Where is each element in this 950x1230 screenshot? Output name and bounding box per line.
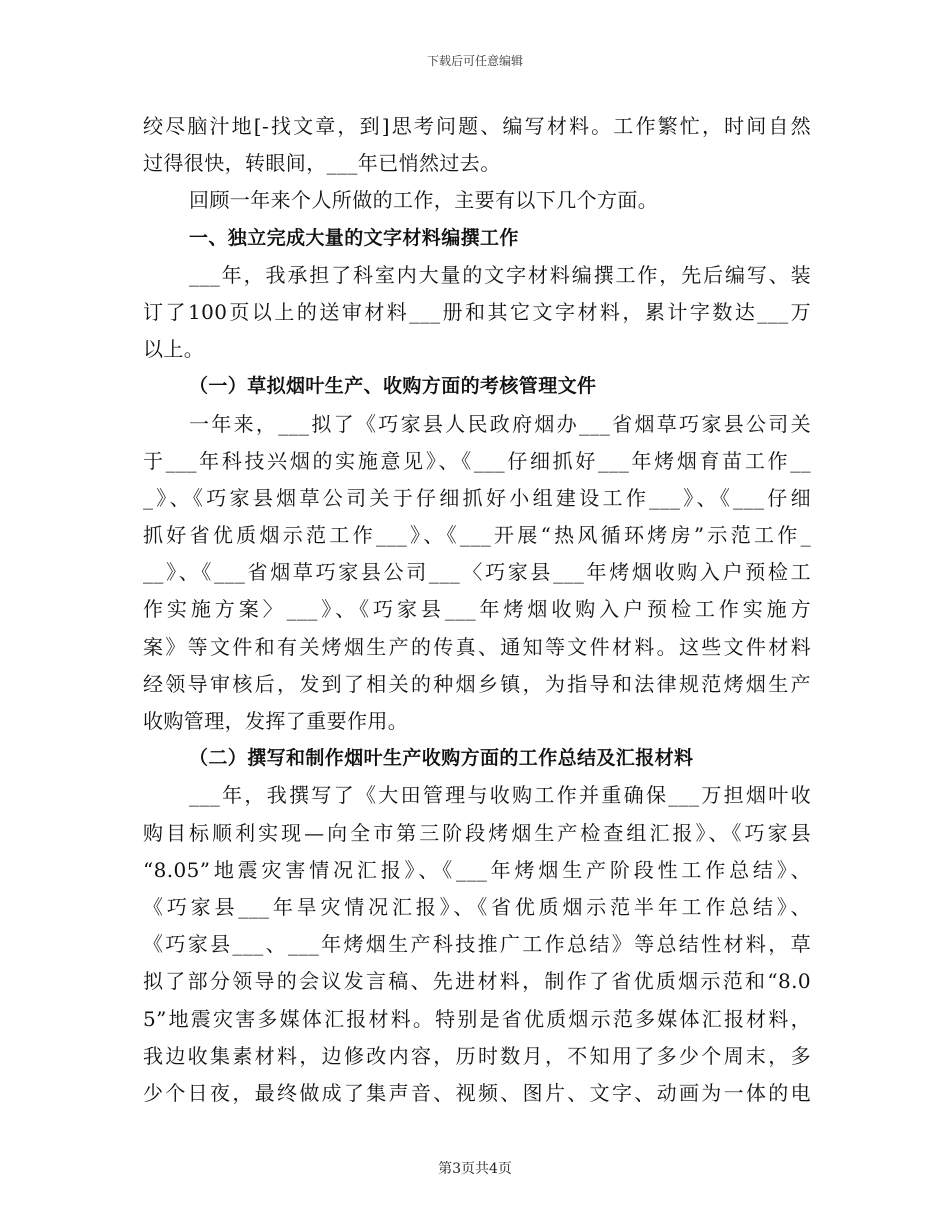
text-line: 过得很快，转眼间，___年已悄然过去。: [143, 151, 501, 176]
text-line: 少个日夜，最终做成了集声音、视频、图片、文字、动画为一体的电: [143, 1080, 811, 1105]
page-footer: 第3页共4页: [438, 1161, 512, 1177]
text-line: 《巧家县___、___年烤烟生产科技推广工作总结》等总结性材料，草: [143, 932, 811, 957]
text-line: 订了100页以上的送审材料___册和其它文字材料，累计字数达___万: [143, 299, 811, 324]
text-line: 绞尽脑汁地[-找文章，到]思考问题、编写材料。工作繁忙，时间自然: [143, 114, 811, 138]
text-line: 于___年科技兴烟的实施意见》、《___仔细抓好___年烤烟育苗工作__: [143, 448, 811, 473]
text-line: “8.05”地震灾害情况汇报》、《___年烤烟生产阶段性工作总结》、: [143, 857, 811, 882]
text-line: 拟了部分领导的会议发言稿、先进材料，制作了省优质烟示范和“8.0: [143, 969, 811, 994]
text-line: _》、《巧家县烟草公司关于仔细抓好小组建设工作___》、《___仔细: [143, 485, 811, 510]
text-line: 案》等文件和有关烤烟生产的传真、通知等文件材料。这些文件材料: [143, 634, 811, 659]
text-line: 《巧家县___年旱灾情况汇报》、《省优质烟示范半年工作总结》、: [143, 894, 811, 919]
text-line: 作实施方案〉___》、《巧家县___年烤烟收购入户预检工作实施方: [143, 597, 811, 622]
text-line: 一年来，___拟了《巧家县人民政府烟办___省烟草巧家县公司关: [189, 411, 811, 436]
text-line: __》、《___省烟草巧家县公司___〈巧家县___年烤烟收购入户预检工: [143, 560, 811, 585]
subsection-heading: （二）撰写和制作烟叶生产收购方面的工作总结及汇报材料: [189, 747, 694, 770]
text-line: 经领导审核后，发到了相关的种烟乡镇，为指导和法律规范烤烟生产: [143, 671, 811, 696]
text-line: 购目标顺利实现—向全市第三阶段烤烟生产检查组汇报》、《巧家县: [143, 820, 811, 845]
text-line: 抓好省优质烟示范工作___》、《___开展“热风循环烤房”示范工作_: [143, 523, 811, 548]
document-body: [143, 108, 811, 1112]
text-line: 收购管理，发挥了重要作用。: [143, 709, 409, 733]
text-line: 以上。: [143, 337, 205, 362]
text-line: 回顾一年来个人所做的工作，主要有以下几个方面。: [189, 188, 659, 213]
text-line: ___年，我撰写了《大田管理与收购工作并重确保___万担烟叶收: [189, 783, 811, 808]
text-line: 我边收集素材料，边修改内容，历时数月，不知用了多少个周末，多: [143, 1043, 811, 1068]
text-line: 5”地震灾害多媒体汇报材料。特别是省优质烟示范多媒体汇报材料，: [143, 1006, 811, 1031]
page-header: 下载后可任意编辑: [426, 54, 523, 68]
subsection-heading: （一）草拟烟叶生产、收购方面的考核管理文件: [189, 375, 597, 398]
text-line: ___年，我承担了科室内大量的文字材料编撰工作，先后编写、装: [189, 262, 811, 287]
section-heading: 一、独立完成大量的文字材料编撰工作: [189, 226, 519, 249]
